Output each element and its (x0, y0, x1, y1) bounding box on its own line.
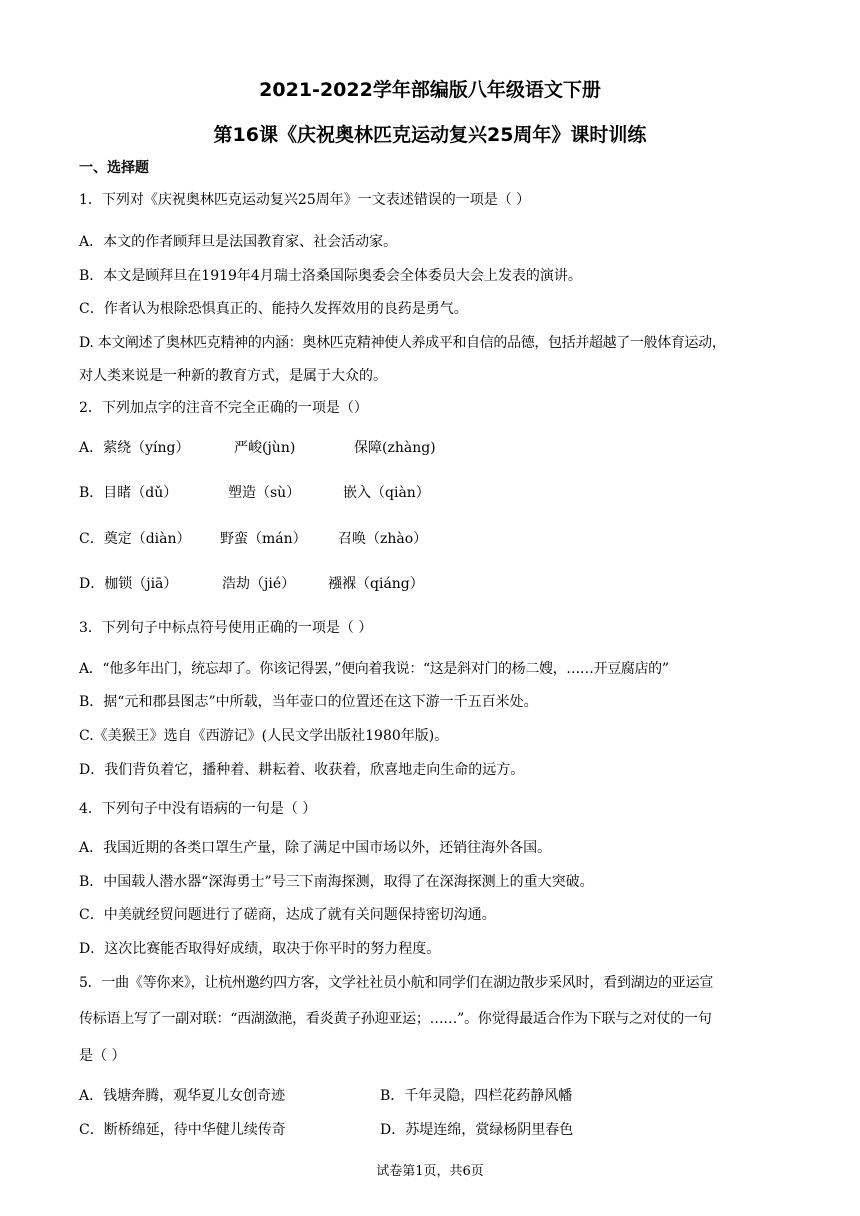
question-1-option-b: B．本文是顾拜旦在1919年4月瑞士洛桑国际奥委会全体委员大会上发表的演讲。 (79, 268, 582, 284)
question-2-option-a-item-1: A．萦绕（yíng） (79, 440, 190, 456)
question-5-option-c: C．断桥绵延，待中华健儿续传奇 (79, 1122, 286, 1138)
question-2-stem: 2．下列加点字的注音不完全正确的一项是（） (79, 400, 368, 416)
question-1-stem: 1．下列对《庆祝奥林匹克运动复兴25周年》一文表述错误的一项是（ ） (79, 192, 531, 208)
question-5-stem-line-2: 传标语上写了一副对联：“西湖潋滟，看炎黄子孙迎亚运；……”。你觉得最适合作为下联与之对仗的一句 (79, 1011, 712, 1027)
question-4-option-c: C．中美就经贸问题进行了磋商，达成了就有关问题保持密切沟通。 (79, 907, 496, 923)
question-2-option-d-item-3: 襁褓（qiáng） (328, 576, 424, 592)
question-3-option-d: D．我们背负着它，播种着、耕耘着、收获着，欣喜地走向生命的远方。 (79, 762, 525, 778)
question-2-option-c-item-3: 召唤（zhào） (338, 531, 428, 547)
question-5-option-d: D．苏堤连绵，赏绿杨阴里春色 (380, 1122, 574, 1138)
question-5-stem-line-3: 是（ ） (79, 1048, 126, 1064)
question-2-option-a-item-2: 严峻(jùn) (234, 440, 296, 456)
question-3-stem: 3．下列句子中标点符号使用正确的一项是（ ） (79, 620, 373, 636)
question-4-option-a: A．我国近期的各类口罩生产量，除了满足中国市场以外，还销往海外各国。 (79, 840, 552, 856)
question-2-option-d-item-2: 浩劫（jié） (222, 576, 296, 592)
question-2-option-c-item-1: C．奠定（diàn） (79, 531, 191, 547)
question-2-option-c-item-2: 野蛮（mán） (220, 531, 307, 547)
question-1-option-d-continued: 对人类来说是一种新的教育方式，是属于大众的。 (79, 368, 387, 384)
question-2-option-b-item-1: B．目睹（dǔ） (79, 485, 178, 501)
document-title: 2021-2022学年部编版八年级语文下册 (259, 79, 601, 101)
question-2-option-d-item-1: D．枷锁（jiā） (79, 576, 178, 592)
question-4-option-b: B．中国载人潜水器“深海勇士”号三下南海探测，取得了在深海探测上的重大突破。 (79, 874, 594, 890)
question-2-option-a-item-3: 保障(zhàng) (354, 440, 436, 456)
question-3-option-b: B．据“元和郡县图志”中所载，当年壶口的位置还在这下游一千五百米处。 (79, 694, 538, 710)
question-3-option-a: A．“他多年出门，统忘却了。你该记得罢，”便向着我说：“这是斜对门的杨二嫂，……开豆腐店的” (79, 661, 669, 677)
question-1-option-d: D. 本文阐述了奥林匹克精神的内涵：奥林匹克精神使人养成平和自信的品德，包括并超越了一般体育运动， (79, 335, 726, 351)
question-2-option-b-item-2: 塑造（sù） (228, 485, 301, 501)
lesson-title: 第16课《庆祝奥林匹克运动复兴25周年》课时训练 (213, 124, 647, 146)
question-4-option-d: D．这次比赛能否取得好成绩，取决于你平时的努力程度。 (79, 941, 441, 957)
question-5-option-b: B．千年灵隐，四栏花药静风幡 (380, 1088, 573, 1104)
question-1-option-c: C．作者认为根除恐惧真正的、能持久发挥效用的良药是勇气。 (79, 301, 468, 317)
question-4-stem: 4．下列句子中没有语病的一句是（ ） (79, 801, 317, 817)
question-5-stem-line-1: 5．一曲《等你来》，让杭州邀约四方客，文学社社员小航和同学们在湖边散步采风时，看到湖边的亚运宣 (79, 975, 714, 991)
question-2-option-b-item-3: 嵌入（qiàn） (343, 485, 430, 501)
page-footer: 试卷第1页，共6页 (376, 1164, 484, 1179)
question-3-option-c: C.《美猴王》选自《西游记》(人民文学出版社1980年版)。 (79, 728, 449, 744)
question-1-option-a: A．本文的作者顾拜旦是法国教育家、社会活动家。 (79, 234, 398, 250)
question-5-option-a: A．钱塘奔腾，观华夏儿女创奇迹 (79, 1088, 286, 1104)
section-heading: 一、选择题 (79, 160, 149, 176)
